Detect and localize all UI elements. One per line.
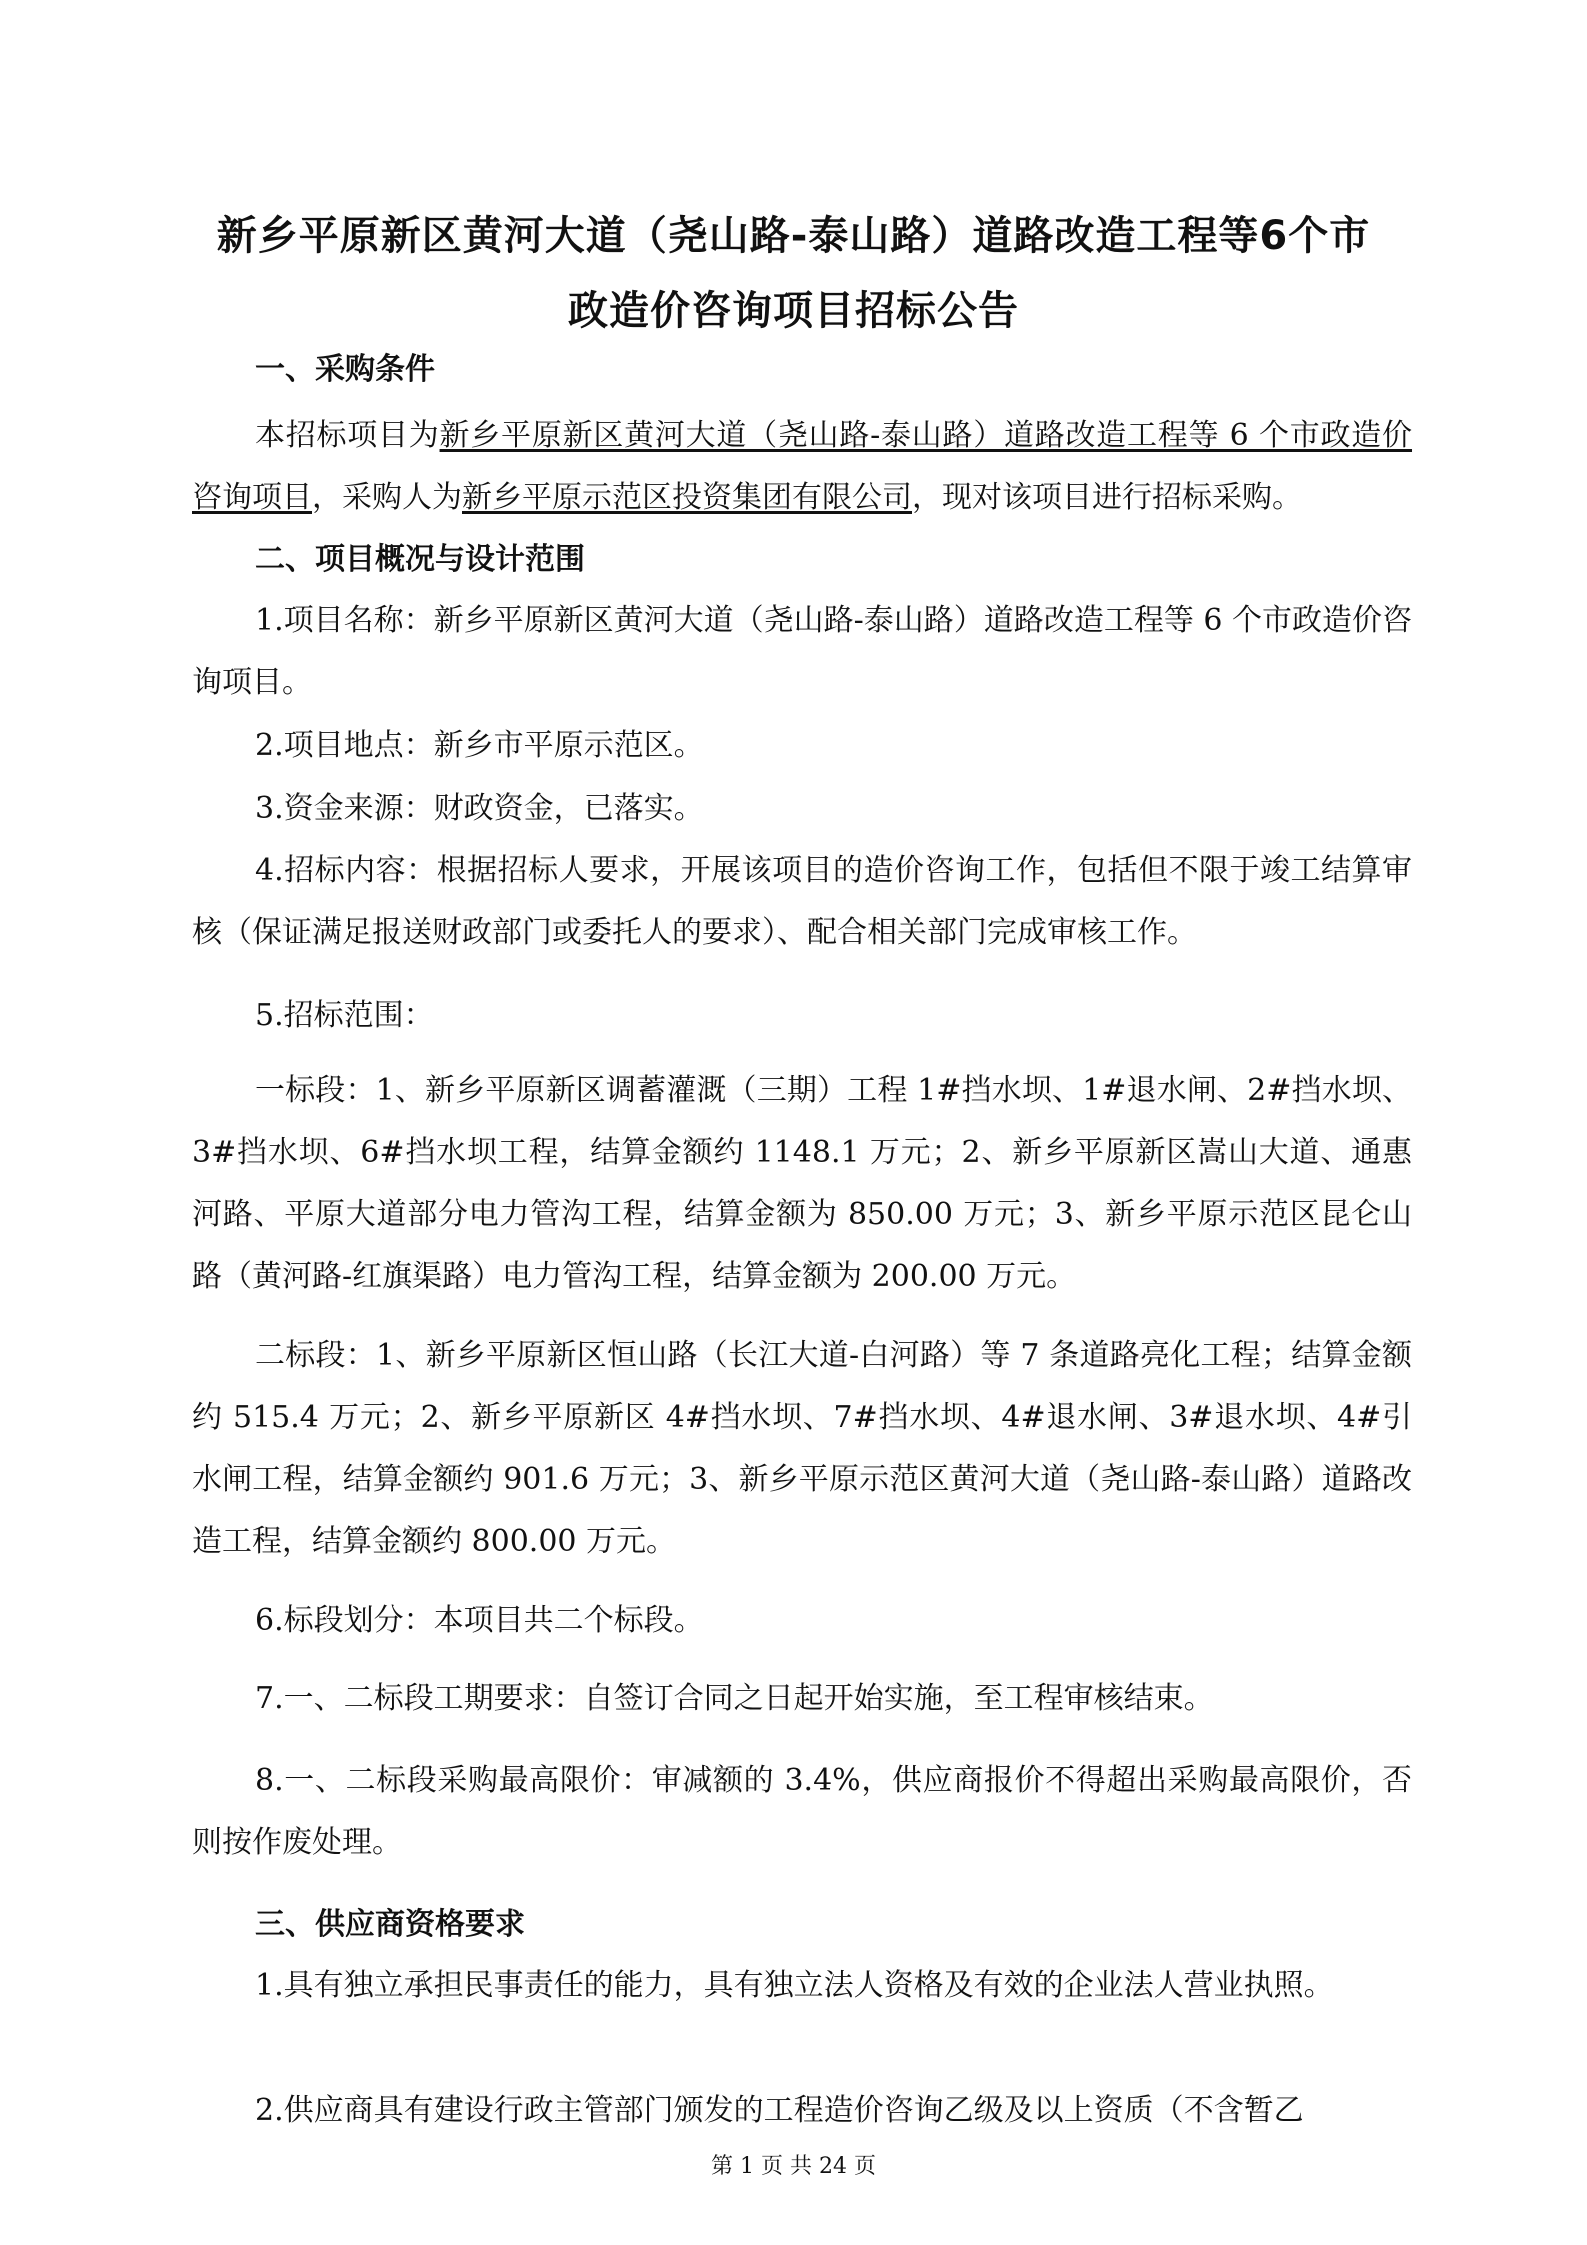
procurement-conditions-paragraph (192, 405, 1412, 529)
overview-item-1-project-name: 1.项目名称：新乡平原新区黄河大道（尧山路-泰山路）道路改造工程等 6 个市政造价咨询项目。 (192, 603, 1412, 700)
section-heading-project-overview: 二、项目概况与设计范围 (255, 542, 585, 577)
overview-item-2-location: 2.项目地点：新乡市平原示范区。 (255, 728, 704, 763)
overview-item-8-price-limit: 8.一、二标段采购最高限价：审减额的 3.4%，供应商报价不得超出采购最高限价，否则按作废处理。 (192, 1763, 1412, 1860)
overview-item-5-scope-label: 5.招标范围： (255, 998, 434, 1033)
overview-item-3-funding: 3.资金来源：财政资金，已落实。 (255, 791, 704, 826)
text-suffix: ，现对该项目进行招标采购。 (912, 480, 1302, 515)
overview-item-7-schedule: 7.一、二标段工期要求：自签订合同之日起开始实施，至工程审核结束。 (255, 1681, 1214, 1716)
document-title-line-2: 政造价咨询项目招标公告 (568, 288, 1019, 334)
overview-lot-1: 一标段：1、新乡平原新区调蓄灌溉（三期）工程 1#挡水坝、1#退水闸、2#挡水坝、3#挡水坝、6#挡水坝工程，结算金额约 1148.1 万元；2、新乡平原新区嵩山大道、通惠河路、平原大道部分电力管沟工程，结算金额为 850.00 万元；3、新乡平原示范区昆仑山路（黄河路-红旗渠路）电力管沟工程，结算金额为 200.00 万元。 (192, 1073, 1412, 1294)
purchaser-name-underlined: 新乡平原示范区投资集团有限公司 (462, 480, 912, 515)
page-number-footer: 第 1 页 共 24 页 (711, 2154, 876, 2179)
section-heading-procurement-conditions: 一、采购条件 (255, 352, 435, 387)
overview-lot-2: 二标段：1、新乡平原新区恒山路（长江大道-白河路）等 7 条道路亮化工程；结算金额约 515.4 万元；2、新乡平原新区 4#挡水坝、7#挡水坝、4#退水闸、3#退水坝、4#引水闸工程，结算金额约 901.6 万元；3、新乡平原示范区黄河大道（尧山路-泰山路）道路改造工程，结算金额约 800.00 万元。 (192, 1338, 1412, 1559)
text-prefix: 本招标项目为 (255, 418, 440, 453)
document-title-line-1: 新乡平原新区黄河大道（尧山路-泰山路）道路改造工程等6个市 (216, 213, 1371, 259)
qualification-item-2: 2.供应商具有建设行政主管部门颁发的工程造价咨询乙级及以上资质（不含暂乙 (255, 2093, 1304, 2128)
overview-item-4-scope-content: 4.招标内容：根据招标人要求，开展该项目的造价咨询工作，包括但不限于竣工结算审核（保证满足报送财政部门或委托人的要求）、配合相关部门完成审核工作。 (192, 853, 1412, 950)
project-name-underlined: 新乡平原新区黄河大道（尧山路-泰山路）道路改造工程等 6 个市政造价咨询项目 (192, 418, 1413, 515)
section-heading-supplier-qualifications: 三、供应商资格要求 (255, 1907, 525, 1942)
qualification-item-1: 1.具有独立承担民事责任的能力，具有独立法人资格及有效的企业法人营业执照。 (255, 1968, 1334, 2003)
text-middle: ，采购人为 (312, 480, 462, 515)
overview-item-6-lot-division: 6.标段划分：本项目共二个标段。 (255, 1603, 704, 1638)
